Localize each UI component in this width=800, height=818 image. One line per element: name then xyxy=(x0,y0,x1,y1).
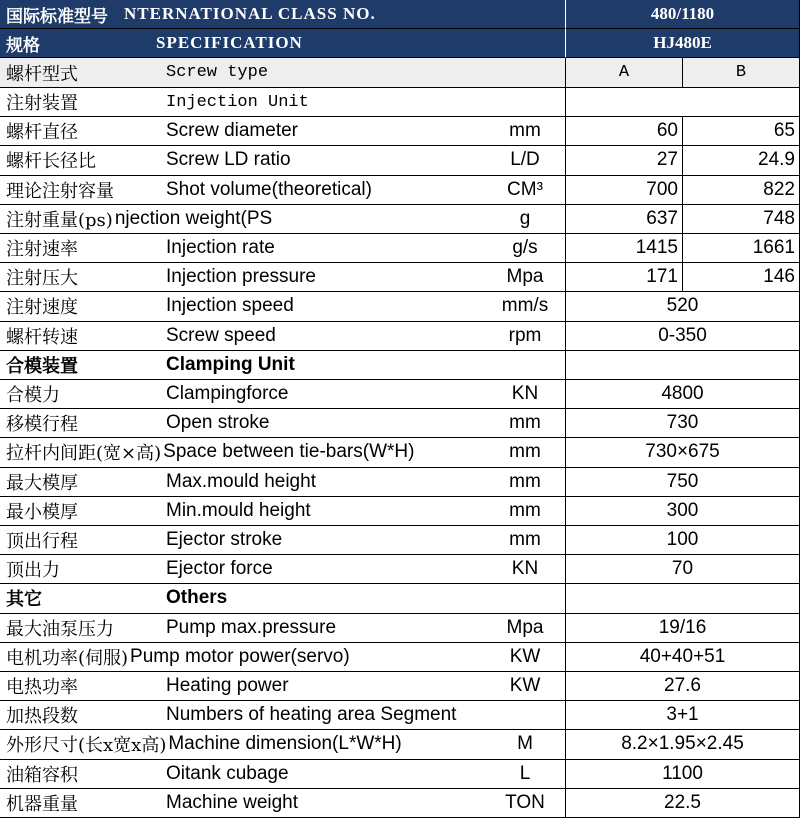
row-label-en: Machine dimension(L*W*H) xyxy=(168,733,402,755)
row-label-cell xyxy=(0,351,566,380)
table-row xyxy=(0,438,800,467)
value-merged-text: 8.2×1.95×2.45 xyxy=(621,733,744,755)
row-label-cell xyxy=(0,263,566,292)
spec-label-cell xyxy=(0,29,566,58)
table-row xyxy=(0,643,800,672)
row-value-merged xyxy=(566,292,800,321)
value-a-text: 637 xyxy=(646,207,678,229)
row-label-cell xyxy=(0,614,566,643)
row-label-en: Pump motor power(servo) xyxy=(130,645,350,667)
spec-label-zh: 规格 xyxy=(6,35,40,56)
table-row xyxy=(0,117,800,146)
table-row xyxy=(0,730,800,759)
spec-label-en: SPECIFICATION xyxy=(156,33,303,52)
value-b-text: 1661 xyxy=(752,237,795,259)
row-label-zh: 电机功率(伺服) xyxy=(6,647,129,669)
row-unit: KN xyxy=(511,558,539,580)
row-label-cell xyxy=(0,468,566,497)
table-row xyxy=(0,263,800,292)
row-unit: KN xyxy=(511,383,539,405)
row-value-merged xyxy=(566,555,800,584)
row-label-zh: 注射压大 xyxy=(6,268,78,290)
row-label-cell xyxy=(0,322,566,351)
row-value-merged xyxy=(566,584,800,613)
row-value-a xyxy=(566,263,683,292)
row-label-en: Screw LD ratio xyxy=(166,149,291,171)
row-value-merged xyxy=(566,468,800,497)
row-value-a xyxy=(566,146,683,175)
row-unit: mm xyxy=(509,529,541,551)
row-label-en: Injection rate xyxy=(166,237,275,259)
value-b-text: 748 xyxy=(763,207,795,229)
row-value-merged xyxy=(566,701,800,730)
row-label-cell xyxy=(0,497,566,526)
table-row xyxy=(0,176,800,205)
row-label-en: Injection speed xyxy=(166,295,294,317)
row-value-merged xyxy=(566,409,800,438)
row-label-zh: 最大模厚 xyxy=(6,472,78,494)
row-unit: Mpa xyxy=(506,616,544,638)
row-unit: Mpa xyxy=(506,266,544,288)
row-unit: KW xyxy=(509,675,541,697)
row-label-en: Min.mould height xyxy=(166,499,311,521)
row-value-merged xyxy=(566,526,800,555)
row-value-a xyxy=(566,176,683,205)
row-label-zh: 注射装置 xyxy=(6,93,78,115)
row-value-a xyxy=(566,234,683,263)
value-merged-text: 0-350 xyxy=(658,324,707,346)
value-merged-text: 4800 xyxy=(661,383,704,405)
header-row-class xyxy=(0,0,800,29)
row-value-a xyxy=(566,117,683,146)
value-b-text: 822 xyxy=(763,178,795,200)
row-unit: g xyxy=(519,207,531,229)
value-b-text: 65 xyxy=(773,120,795,142)
row-value-b xyxy=(683,176,800,205)
row-unit: L xyxy=(519,762,531,784)
row-label-zh: 机器重量 xyxy=(6,793,78,815)
row-label-zh: 螺杆转速 xyxy=(6,326,78,348)
row-value-merged xyxy=(566,614,800,643)
row-label-cell xyxy=(0,234,566,263)
table-row xyxy=(0,380,800,409)
row-label-zh: 顶出行程 xyxy=(6,531,78,553)
row-value-merged xyxy=(566,351,800,380)
row-label-cell xyxy=(0,701,566,730)
row-value-merged xyxy=(566,380,800,409)
row-label-cell xyxy=(0,205,566,234)
row-unit: KW xyxy=(509,645,541,667)
screw-type-row xyxy=(0,58,800,88)
row-value-b xyxy=(683,263,800,292)
table-row xyxy=(0,701,800,730)
value-merged-text: 27.6 xyxy=(664,675,701,697)
row-label-zh: 螺杆长径比 xyxy=(6,151,96,173)
row-unit: mm xyxy=(509,412,541,434)
col-a-cell xyxy=(566,58,683,88)
row-value-merged xyxy=(566,789,800,818)
row-value-b xyxy=(683,205,800,234)
row-label-cell xyxy=(0,146,566,175)
value-merged-text: 40+40+51 xyxy=(639,645,726,667)
row-value-merged xyxy=(566,643,800,672)
table-row xyxy=(0,672,800,701)
col-b-label: B xyxy=(735,63,747,82)
row-label-cell xyxy=(0,380,566,409)
col-b-cell xyxy=(683,58,800,88)
table-row xyxy=(0,205,800,234)
row-label-cell xyxy=(0,730,566,759)
value-a-text: 171 xyxy=(646,266,678,288)
class-value-cell xyxy=(566,0,800,29)
row-label-zh: 其它 xyxy=(6,589,42,611)
row-value-b xyxy=(683,234,800,263)
row-label-cell xyxy=(0,88,566,117)
row-value-merged xyxy=(566,760,800,789)
value-merged-text: 22.5 xyxy=(664,791,701,813)
table-row xyxy=(0,322,800,351)
col-a-label: A xyxy=(618,63,630,82)
row-label-cell xyxy=(0,672,566,701)
row-label-en: njection weight(PS xyxy=(114,207,273,229)
row-unit: CM³ xyxy=(507,178,543,200)
class-value: 480/1180 xyxy=(650,4,715,23)
row-label-zh: 拉杆内间距(宽×高) xyxy=(6,443,162,465)
row-label-en: Open stroke xyxy=(166,412,270,434)
row-unit: g/s xyxy=(512,237,538,259)
row-label-en: Clampingforce xyxy=(166,383,289,405)
row-value-b xyxy=(683,117,800,146)
row-label-en: Numbers of heating area Segment xyxy=(166,704,457,726)
row-label-en: Oitank cubage xyxy=(166,762,289,784)
row-label-zh: 顶出力 xyxy=(6,560,60,582)
row-label-zh: 理论注射容量 xyxy=(6,180,114,202)
screw-type-label-cell xyxy=(0,58,566,88)
row-label-en: Injection pressure xyxy=(166,266,316,288)
row-unit: M xyxy=(517,733,533,755)
row-label-zh: 注射速率 xyxy=(6,239,78,261)
row-unit: mm xyxy=(509,499,541,521)
row-label-zh: 最小模厚 xyxy=(6,501,78,523)
value-merged-text: 730 xyxy=(666,412,699,434)
row-value-merged xyxy=(566,730,800,759)
class-label-zh: 国际标准型号 xyxy=(6,6,108,27)
row-label-en: Max.mould height xyxy=(166,470,316,492)
row-label-en: Others xyxy=(166,587,228,609)
row-label-cell xyxy=(0,555,566,584)
row-label-cell xyxy=(0,438,566,467)
value-a-text: 27 xyxy=(656,149,678,171)
row-label-zh: 螺杆直径 xyxy=(6,122,78,144)
row-label-en: Screw speed xyxy=(166,324,276,346)
row-label-en: Heating power xyxy=(166,675,289,697)
row-label-en: Ejector stroke xyxy=(166,529,283,551)
table-row xyxy=(0,497,800,526)
row-value-b xyxy=(683,146,800,175)
table-row xyxy=(0,789,800,818)
row-label-zh: 加热段数 xyxy=(6,706,78,728)
row-label-cell xyxy=(0,789,566,818)
row-label-en: Ejector force xyxy=(166,558,273,580)
table-row xyxy=(0,526,800,555)
value-merged-text: 1100 xyxy=(662,762,703,784)
value-merged-text: 3+1 xyxy=(666,704,699,726)
row-unit: L/D xyxy=(510,149,540,171)
value-b-text: 24.9 xyxy=(758,149,795,171)
row-label-zh: 电热功率 xyxy=(6,677,78,699)
row-label-cell xyxy=(0,643,566,672)
row-label-cell xyxy=(0,526,566,555)
table-row xyxy=(0,88,800,117)
row-label-cell xyxy=(0,584,566,613)
row-value-merged xyxy=(566,672,800,701)
row-label-en: Shot volume(theoretical) xyxy=(166,178,372,200)
row-label-en: Machine weight xyxy=(166,791,299,813)
row-value-merged xyxy=(566,497,800,526)
table-row xyxy=(0,468,800,497)
row-label-zh: 外形尺寸(长x宽x高) xyxy=(6,735,167,757)
value-a-text: 700 xyxy=(646,178,678,200)
row-label-zh: 注射重量(ps) xyxy=(6,209,113,231)
row-value-merged xyxy=(566,88,800,117)
value-merged-text: 730×675 xyxy=(645,441,720,463)
table-row xyxy=(0,760,800,789)
row-value-a xyxy=(566,205,683,234)
row-unit: mm xyxy=(509,120,541,142)
screw-type-en: Screw type xyxy=(166,63,269,82)
header-row-spec xyxy=(0,29,800,58)
screw-type-zh: 螺杆型式 xyxy=(6,63,78,85)
row-label-cell xyxy=(0,760,566,789)
row-value-merged xyxy=(566,438,800,467)
value-merged-text: 100 xyxy=(666,529,699,551)
row-label-zh: 合模力 xyxy=(6,385,60,407)
row-unit: TON xyxy=(505,791,545,813)
row-label-en: Clamping Unit xyxy=(166,353,295,375)
row-label-cell xyxy=(0,292,566,321)
value-merged-text: 750 xyxy=(666,470,699,492)
row-unit: rpm xyxy=(508,324,542,346)
row-label-cell xyxy=(0,117,566,146)
row-label-en: Injection Unit xyxy=(166,92,309,112)
table-row xyxy=(0,584,800,613)
table-row xyxy=(0,351,800,380)
row-label-zh: 合模装置 xyxy=(6,355,78,377)
row-label-en: Screw diameter xyxy=(166,120,298,142)
row-label-zh: 注射速度 xyxy=(6,297,78,319)
row-label-zh: 移模行程 xyxy=(6,414,78,436)
table-row xyxy=(0,146,800,175)
table-row xyxy=(0,292,800,321)
value-merged-text: 300 xyxy=(666,499,699,521)
class-label-cell xyxy=(0,0,566,29)
value-merged-text: 19/16 xyxy=(658,616,707,638)
row-unit: mm xyxy=(509,441,541,463)
table-row xyxy=(0,234,800,263)
value-b-text: 146 xyxy=(763,266,795,288)
value-a-text: 60 xyxy=(656,120,678,142)
row-value-merged xyxy=(566,322,800,351)
table-row xyxy=(0,409,800,438)
row-unit: mm/s xyxy=(501,295,549,317)
spec-value: HJ480E xyxy=(653,33,712,52)
spec-value-cell xyxy=(566,29,800,58)
row-unit: mm xyxy=(509,470,541,492)
value-merged-text: 520 xyxy=(666,295,699,317)
value-a-text: 1415 xyxy=(635,237,678,259)
value-merged-text: 70 xyxy=(671,558,694,580)
row-label-zh: 最大油泵压力 xyxy=(6,618,114,640)
row-label-cell xyxy=(0,409,566,438)
class-label-en: NTERNATIONAL CLASS NO. xyxy=(124,4,376,23)
row-label-cell xyxy=(0,176,566,205)
row-label-en: Space between tie-bars(W*H) xyxy=(163,441,415,463)
row-label-zh: 油箱容积 xyxy=(6,764,78,786)
table-row xyxy=(0,614,800,643)
row-label-en: Pump max.pressure xyxy=(166,616,337,638)
table-row xyxy=(0,555,800,584)
